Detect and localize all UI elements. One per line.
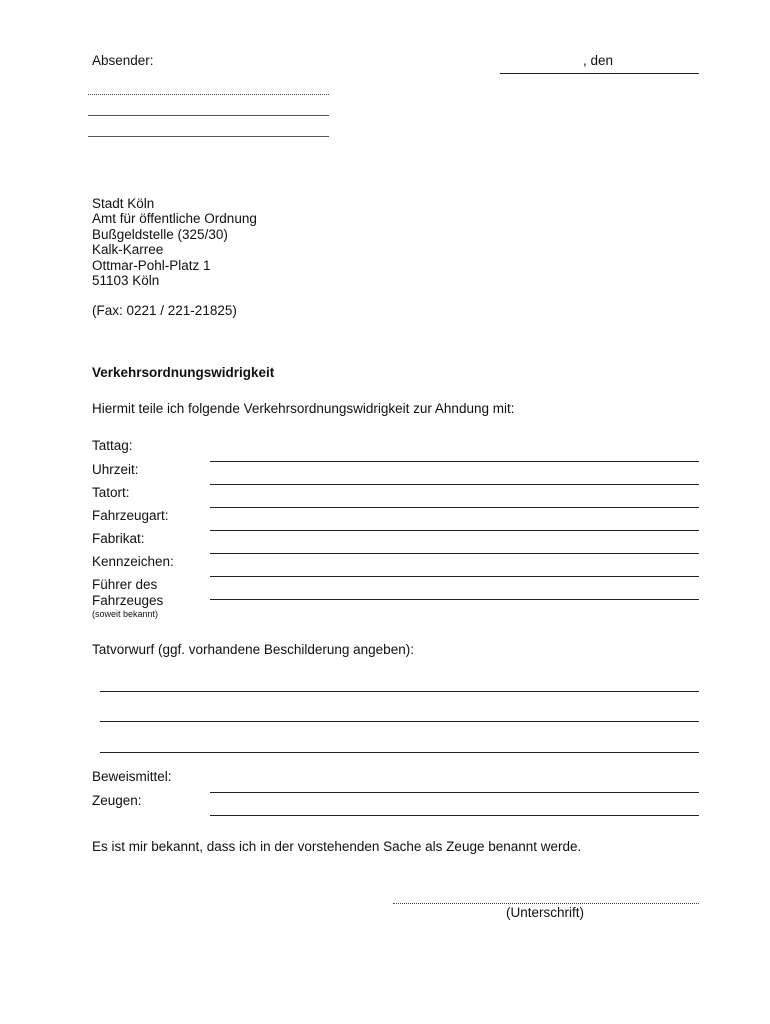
beweismittel-label: Beweismittel: bbox=[92, 769, 172, 784]
field-label-kennzeichen: Kennzeichen: bbox=[92, 554, 174, 569]
beweismittel-line[interactable] bbox=[210, 792, 699, 793]
field-label-fahrzeugart: Fahrzeugart: bbox=[92, 508, 169, 523]
tatvorwurf-line-3[interactable] bbox=[100, 752, 699, 753]
recipient-line: Ottmar-Pohl-Platz 1 bbox=[92, 257, 211, 273]
field-line-uhrzeit[interactable] bbox=[210, 484, 699, 485]
date-line[interactable] bbox=[500, 73, 699, 74]
field-label-fuehrer-line2: Fahrzeuges bbox=[92, 593, 164, 608]
recipient-line: Kalk-Karree bbox=[92, 242, 164, 258]
statement-text: Es ist mir bekannt, dass ich in der vorstehenden Sache als Zeuge benannt werde. bbox=[92, 839, 582, 854]
field-line-fahrzeugart[interactable] bbox=[210, 530, 699, 531]
field-label-fabrikat: Fabrikat: bbox=[92, 531, 145, 546]
field-label-tatort: Tatort: bbox=[92, 485, 130, 500]
field-label-tattag: Tattag: bbox=[92, 438, 133, 453]
field-line-tatort[interactable] bbox=[210, 507, 699, 508]
field-note-fuehrer: (soweit bekannt) bbox=[92, 609, 159, 619]
zeugen-line[interactable] bbox=[210, 815, 699, 816]
recipient-line: Bußgeldstelle (325/30) bbox=[92, 226, 228, 242]
field-label-uhrzeit: Uhrzeit: bbox=[92, 462, 139, 477]
field-label-fuehrer-line1: Führer des bbox=[92, 577, 158, 592]
sender-line-1[interactable] bbox=[88, 94, 329, 95]
subject-heading: Verkehrsordnungswidrigkeit bbox=[92, 365, 275, 380]
intro-text: Hiermit teile ich folgende Verkehrsordnungswidrigkeit zur Ahndung mit: bbox=[92, 401, 515, 416]
signature-label: (Unterschrift) bbox=[506, 905, 585, 920]
recipient-fax: (Fax: 0221 / 221-21825) bbox=[92, 303, 237, 318]
sender-line-3[interactable] bbox=[88, 136, 329, 137]
tatvorwurf-line-1[interactable] bbox=[100, 691, 699, 692]
field-line-fuehrer[interactable] bbox=[210, 599, 699, 600]
field-line-kennzeichen[interactable] bbox=[210, 576, 699, 577]
recipient-line: Stadt Köln bbox=[92, 196, 155, 211]
field-line-tattag[interactable] bbox=[210, 461, 699, 462]
date-label: , den bbox=[583, 53, 614, 68]
signature-line[interactable] bbox=[393, 903, 699, 904]
tatvorwurf-label: Tatvorwurf (ggf. vorhandene Beschilderung angeben): bbox=[92, 642, 414, 657]
field-line-fabrikat[interactable] bbox=[210, 553, 699, 554]
recipient-line: Amt für öffentliche Ordnung bbox=[92, 211, 257, 227]
sender-line-2[interactable] bbox=[88, 115, 329, 116]
recipient-line: 51103 Köln bbox=[92, 273, 160, 289]
recipient-address bbox=[92, 196, 257, 288]
tatvorwurf-line-2[interactable] bbox=[100, 721, 699, 722]
sender-label: Absender: bbox=[92, 53, 154, 68]
zeugen-label: Zeugen: bbox=[92, 793, 142, 808]
